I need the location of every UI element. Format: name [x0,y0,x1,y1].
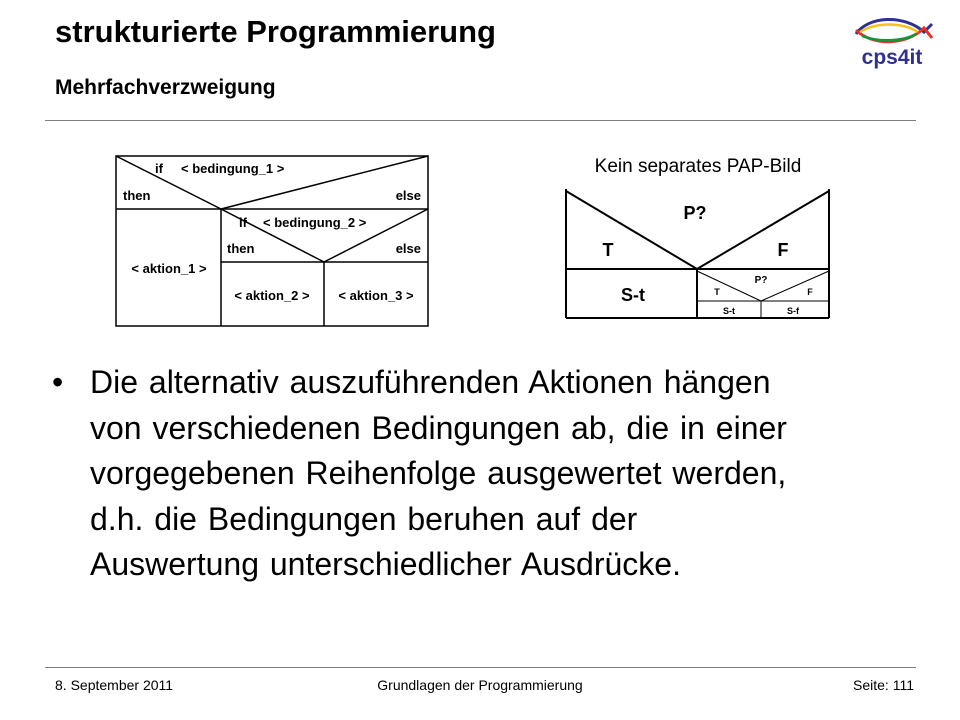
logo-text: cps4it [861,46,923,69]
body-text-line-5: Auswertung unterschiedlicher Ausdrücke. [90,546,681,582]
footer-divider [45,667,916,668]
page-title: strukturierte Programmierung [55,14,496,49]
pap-outer-condition: P? [683,203,707,223]
pap-inner-condition: P? [754,275,768,286]
body-text-line-2: von verschiedenen Bedingungen ab, die in einer [90,409,787,446]
pap-inner-true-label: T [714,287,720,297]
pap-outer-left-diagonal [566,191,697,269]
pap-inner-false-action: S-f [787,306,799,316]
footer-course-title: Grundlagen der Programmierung [377,677,583,693]
pap-outer-right-diagonal [697,191,829,269]
logo-fish-yellow-ring [860,25,918,33]
pap-outer-true-action: S-t [621,285,645,305]
nsd-else2-label: else [395,241,421,256]
page-subtitle: Mehrfachverzweigung [55,76,276,99]
nsd-condition-1: < bedingung_1 > [181,161,285,176]
footer-page-number: Seite: 111 [853,677,914,693]
nsd-then2-label: then [227,241,255,256]
pap-inner-false-label: F [807,287,813,297]
pap-caption: Kein separates PAP-Bild [594,156,802,177]
cps4it-logo [846,12,938,70]
bullet-marker: • [52,364,64,400]
nsd-if2-keyword: if [239,215,247,230]
body-text-line-1: Die alternativ auszuführenden Aktionen hängen [90,364,771,400]
nsd-then1-label: then [123,188,151,203]
pap-inner-true-action: S-t [723,306,735,316]
pap-outer-false-label: F [777,240,789,260]
nsd-action-2: < aktion_2 > [234,288,310,303]
header-divider [45,120,916,121]
body-bullet-list [52,360,912,588]
body-text-line-3: vorgegebenen Reihenfolge ausgewertet werden, [90,455,787,491]
nsd-action-3: < aktion_3 > [338,288,414,303]
pap-inner-left-diagonal [697,271,761,301]
nsd-if1-keyword: if [155,161,163,176]
nsd-else1-label: else [395,188,421,203]
pap-outer-true-label: T [602,240,614,260]
nsd-condition-2: < bedingung_2 > [263,215,367,230]
body-bullet-item [52,360,912,588]
pap-inner-right-diagonal [761,271,829,301]
body-text-line-4: d.h. die Bedingungen beruhen auf der [90,500,638,537]
struktogramm-diagram [115,155,429,327]
pap-placeholder-diagram [565,188,831,320]
nsd-action-1: < aktion_1 > [131,261,207,276]
footer-date: 8. September 2011 [55,677,174,693]
